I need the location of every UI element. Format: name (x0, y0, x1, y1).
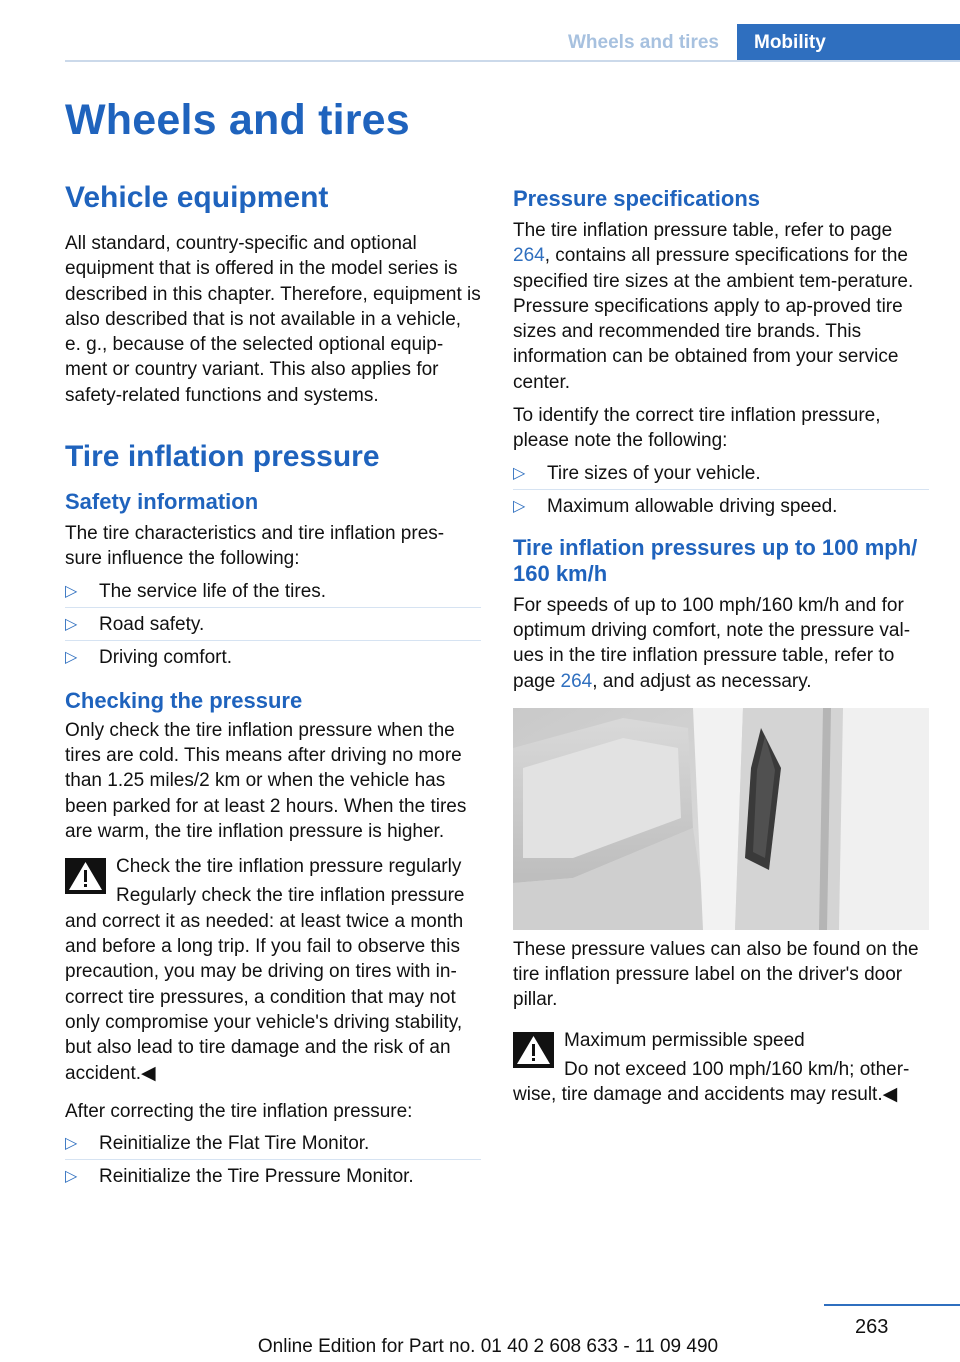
right-column (513, 180, 929, 1108)
triangle-bullet-icon: ▷ (65, 615, 78, 633)
footer-edition: Online Edition for Part no. 01 40 2 608 633 - 11 09 490 (257, 1336, 719, 1357)
vehicle-equipment-heading: Vehicle equipment (65, 181, 329, 214)
safety-information-text: The tire characteristics and tire inflation pres‐sure influence the following: (65, 523, 445, 570)
safety-information-heading: Safety information (65, 489, 259, 515)
checking-pressure-heading: Checking the pressure (65, 687, 303, 713)
list-item (513, 457, 929, 490)
pressure-spec-list (513, 457, 929, 522)
list-item-text: The service life of the tires. (99, 580, 327, 602)
list-item (65, 608, 481, 641)
warning-check-pressure (65, 854, 481, 1086)
triangle-bullet-icon: ▷ (65, 1168, 78, 1186)
list-item (65, 641, 481, 673)
header-chapter-tab: Mobility (737, 24, 960, 62)
after-correcting-list (65, 1127, 481, 1192)
list-item (513, 490, 929, 522)
list-item-text: Reinitialize the Tire Pressure Monitor. (99, 1166, 414, 1188)
pressure-spec-text-b: , contains all pressure specifications for the specified tire sizes at the ambient tem‐perature. Pressure specifications apply to ap‐proved tire sizes and recommended tire brands. This information can be obtained from your service center. (513, 245, 914, 393)
up-to-100-text (513, 593, 929, 694)
warning-triangle-icon (65, 858, 106, 894)
warning-max-speed (513, 1028, 929, 1108)
left-column (65, 180, 481, 1192)
triangle-bullet-icon: ▷ (65, 648, 78, 666)
photo-caption: These pressure values can also be found on the tire inflation pressure label on the driver's door pillar. (513, 938, 919, 1011)
safety-list (65, 575, 481, 673)
warning-title: Check the tire inflation pressure regularly (116, 856, 462, 878)
warning-text: Regularly check the tire inflation pressure and correct it as needed: at least twice a month and before a long trip. If you fail to observe this precaution, you may be driving on tires with in‐correct tire pressures, a condition that may not only compromise your vehicle's driving stability, but also lead to tire damage and the risk of an accident.◀ (65, 885, 465, 1084)
triangle-bullet-icon: ▷ (513, 497, 526, 515)
triangle-bullet-icon: ▷ (65, 582, 78, 600)
checking-pressure-text: Only check the tire inflation pressure when the tires are cold. This means after driving no more than 1.25 miles/2 km or when the vehicle has been parked for at least 2 hours. When the tires are warm, the tire inflation pressure is higher. (65, 719, 467, 842)
list-item-text: Tire sizes of your vehicle. (547, 462, 761, 484)
list-item (65, 1160, 481, 1192)
list-item (65, 1127, 481, 1160)
identify-pressure-text: To identify the correct tire inflation pressure, please note the following: (513, 405, 881, 452)
page-link-264[interactable]: 264 (513, 245, 545, 267)
triangle-bullet-icon: ▷ (65, 1135, 78, 1153)
list-item-text: Reinitialize the Flat Tire Monitor. (99, 1133, 370, 1155)
after-correcting-text: After correcting the tire inflation pressure: (65, 1100, 413, 1122)
warning-title: Maximum permissible speed (564, 1029, 805, 1051)
up-to-100-text-b: , and adjust as necessary. (592, 670, 812, 692)
footer-rule (824, 1304, 960, 1306)
warning-triangle-icon (513, 1032, 554, 1068)
up-to-100-text-a: For speeds of up to 100 mph/160 km/h and for optimum driving comfort, note the pressure val‐ues in the tire inflation pressure table, refer to page (513, 594, 911, 692)
list-item (65, 575, 481, 608)
tire-inflation-heading: Tire inflation pressure (65, 440, 380, 474)
page-title: Wheels and tires (65, 96, 410, 144)
pressure-spec-heading: Pressure specifications (513, 186, 761, 211)
list-item-text: Driving comfort. (99, 646, 233, 668)
list-item-text: Maximum allowable driving speed. (547, 495, 838, 517)
up-to-100-heading: Tire inflation pressures up to 100 mph/ 160 km/h (513, 534, 918, 586)
warning-text: Do not exceed 100 mph/160 km/h; other‐wise, tire damage and accidents may result.◀ (513, 1059, 910, 1106)
door-pillar-photo (513, 708, 929, 930)
triangle-bullet-icon: ▷ (513, 464, 526, 482)
page-number: 263 (855, 1316, 889, 1338)
header-rule (65, 60, 960, 62)
page-link-264[interactable]: 264 (560, 670, 593, 692)
header-section-label: Wheels and tires (568, 32, 719, 53)
list-item-text: Road safety. (99, 613, 205, 635)
vehicle-equipment-text: All standard, country-specific and optional equipment that is offered in the model series is described in this chapter. Therefore, equipment is also described that is not available in a vehicle, e. g., because of the selected optional equip‐ment or country variant. This also applies for safety-related functions and systems. (65, 233, 481, 406)
pressure-spec-text (513, 218, 929, 395)
pressure-spec-text-a: The tire inflation pressure table, refer to page (513, 220, 893, 241)
